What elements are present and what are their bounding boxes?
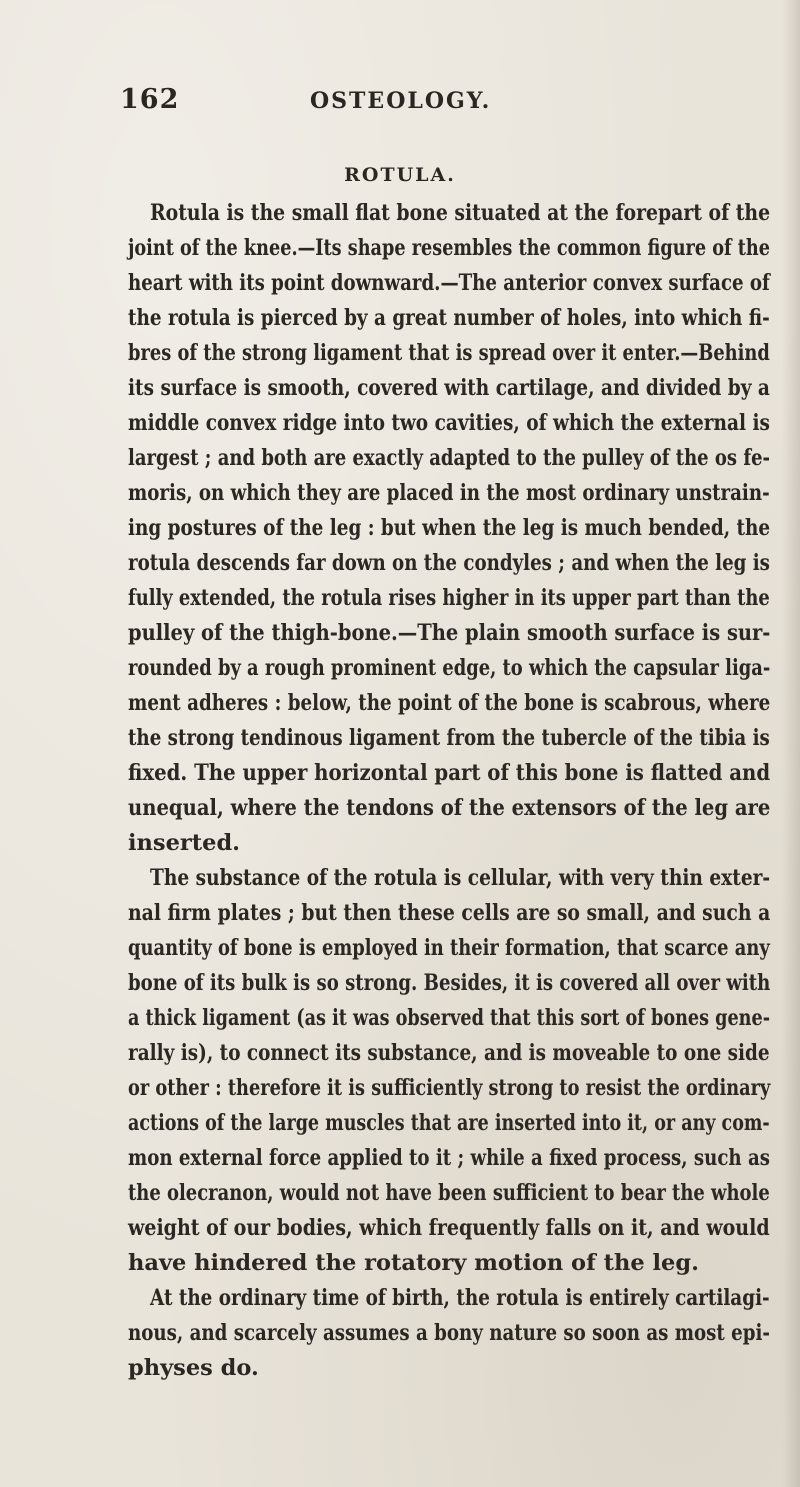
text-line: At the ordinary time of birth, the rotula is entirely cartilagi- (150, 1285, 770, 1311)
text-line: bone of its bulk is so strong. Besides, it is covered all over with (128, 970, 771, 996)
text-line: nous, and scarcely assumes a bony nature so soon as most epi- (128, 1320, 770, 1346)
text-line: Rotula is the small flat bone situated at the forepart of the (150, 200, 771, 226)
text-line: physes do. (128, 1355, 259, 1381)
text-line: the olecranon, would not have been sufficient to bear the whole (128, 1180, 770, 1206)
text-line: rally is), to connect its substance, and is moveable to one side (128, 1040, 770, 1066)
text-line: its surface is smooth, covered with cartilage, and divided by a (128, 375, 770, 401)
text-line: moris, on which they are placed in the most ordinary unstrain- (128, 480, 770, 506)
text-line: The substance of the rotula is cellular, with very thin exter- (150, 865, 771, 891)
text-line: the rotula is pierced by a great number of holes, into which fi- (128, 305, 770, 331)
text-line: mon external force applied to it ; while a fixed process, such as (128, 1145, 770, 1171)
page-edge-shadow (782, 0, 800, 1487)
page-number: 162 (120, 84, 180, 115)
text-line: inserted. (128, 830, 241, 856)
text-line: middle convex ridge into two cavities, of which the external is (128, 410, 770, 436)
text-line: nal firm plates ; but then these cells are so small, and such a (128, 900, 771, 926)
text-line: have hindered the rotatory motion of the leg. (128, 1250, 699, 1276)
text-line: rounded by a rough prominent edge, to which the capsular liga- (128, 655, 771, 681)
text-line: pulley of the thigh-bone.—The plain smooth surface is sur- (128, 620, 771, 646)
text-line: ing postures of the leg : but when the leg is much bended, the (128, 515, 771, 541)
text-line: bres of the strong ligament that is spread over it enter.—Behind (128, 340, 770, 366)
running-title: OSTEOLOGY. (310, 88, 492, 114)
text-line: a thick ligament (as it was observed that this sort of bones gene- (128, 1005, 771, 1031)
text-line: heart with its point downward.—The anterior convex surface of (128, 270, 770, 296)
text-line: weight of our bodies, which frequently falls on it, and would (128, 1215, 770, 1241)
text-line: quantity of bone is employed in their formation, that scarce any (128, 935, 770, 961)
text-line: fully extended, the rotula rises higher in its upper part than the (128, 585, 770, 611)
text-line: unequal, where the tendons of the extensors of the leg are (128, 795, 771, 821)
text-line: rotula descends far down on the condyles ; and when the leg is (128, 550, 770, 576)
text-line: or other : therefore it is sufficiently strong to resist the ordinary (128, 1075, 771, 1101)
text-line: joint of the knee.—Its shape resembles the common figure of the (128, 235, 770, 261)
section-title: ROTULA. (344, 164, 456, 186)
running-head (120, 84, 760, 124)
text-line: fixed. The upper horizontal part of this bone is flatted and (128, 760, 771, 786)
text-line: largest ; and both are exactly adapted to the pulley of the os fe- (128, 445, 771, 471)
text-line: the strong tendinous ligament from the tubercle of the tibia is (128, 725, 770, 751)
text-line: ment adheres : below, the point of the bone is scabrous, where (128, 690, 771, 716)
text-line: actions of the large muscles that are inserted into it, or any com- (128, 1110, 770, 1136)
